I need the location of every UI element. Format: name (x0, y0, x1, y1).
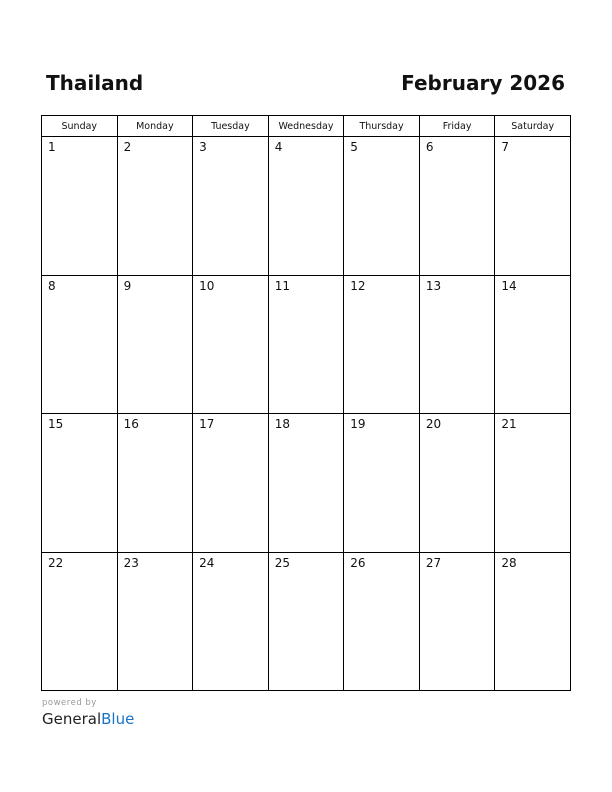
weekday-wednesday: Wednesday (268, 116, 344, 137)
day-number: 23 (123, 555, 139, 570)
logo-blue-text: Blue (101, 710, 135, 728)
day-number: 16 (123, 417, 139, 431)
day-cell (117, 414, 193, 553)
day-cell (42, 552, 118, 691)
day-cell (42, 275, 118, 414)
day-number: 20 (425, 417, 442, 431)
day-number: 21 (501, 417, 517, 431)
day-number: 7 (501, 140, 510, 154)
brand-block (42, 698, 134, 728)
day-cell (419, 137, 495, 276)
day-number: 1 (48, 140, 56, 154)
day-number: 9 (123, 278, 132, 293)
day-number: 3 (199, 140, 207, 154)
day-cell (268, 275, 344, 414)
day-number: 18 (274, 417, 290, 431)
weekday-friday: Friday (419, 116, 495, 137)
day-number: 25 (274, 555, 290, 570)
day-cell (193, 552, 269, 691)
day-number: 5 (350, 140, 358, 154)
logo-general-text: General (42, 710, 102, 728)
day-cell (495, 552, 571, 691)
day-cell (495, 137, 571, 276)
week-row (42, 414, 571, 553)
day-cell (268, 137, 344, 276)
day-number: 14 (501, 278, 517, 293)
day-cell (419, 275, 495, 414)
day-number: 19 (350, 417, 366, 431)
day-cell (344, 552, 420, 691)
day-number: 10 (199, 278, 215, 293)
day-cell (117, 552, 193, 691)
day-number: 15 (48, 417, 64, 431)
week-row (42, 275, 571, 414)
day-number: 2 (123, 140, 132, 154)
day-number: 22 (48, 555, 64, 570)
day-number: 27 (425, 555, 442, 570)
day-cell (344, 275, 420, 414)
day-cell (495, 275, 571, 414)
day-cell (495, 414, 571, 553)
day-cell (344, 414, 420, 553)
day-number: 4 (274, 140, 283, 154)
weekday-header-row (42, 116, 571, 137)
day-cell (117, 137, 193, 276)
day-number: 28 (501, 555, 517, 570)
weekday-sunday: Sunday (42, 116, 118, 137)
day-cell (419, 552, 495, 691)
calendar-grid (41, 115, 571, 691)
day-cell (42, 137, 118, 276)
day-number: 6 (425, 140, 434, 154)
day-number: 13 (425, 278, 442, 293)
day-cell (117, 275, 193, 414)
month-title: February 2026 (401, 71, 565, 95)
day-number: 26 (350, 555, 366, 570)
day-cell (193, 414, 269, 553)
powered-by-text: powered by (42, 698, 97, 708)
generalblue-logo (42, 710, 134, 728)
day-cell (268, 552, 344, 691)
day-number: 12 (350, 278, 366, 293)
day-number: 24 (199, 555, 215, 570)
week-row (42, 552, 571, 691)
day-cell (42, 414, 118, 553)
weekday-monday: Monday (117, 116, 193, 137)
day-cell (193, 137, 269, 276)
weekday-saturday: Saturday (495, 116, 571, 137)
weekday-thursday: Thursday (344, 116, 420, 137)
day-cell (344, 137, 420, 276)
day-cell (268, 414, 344, 553)
day-number: 11 (274, 278, 290, 293)
weekday-tuesday: Tuesday (193, 116, 269, 137)
country-title: Thailand (46, 71, 144, 95)
week-row (42, 137, 571, 276)
day-cell (419, 414, 495, 553)
day-number: 8 (48, 278, 56, 293)
day-number: 17 (199, 417, 215, 431)
day-cell (193, 275, 269, 414)
